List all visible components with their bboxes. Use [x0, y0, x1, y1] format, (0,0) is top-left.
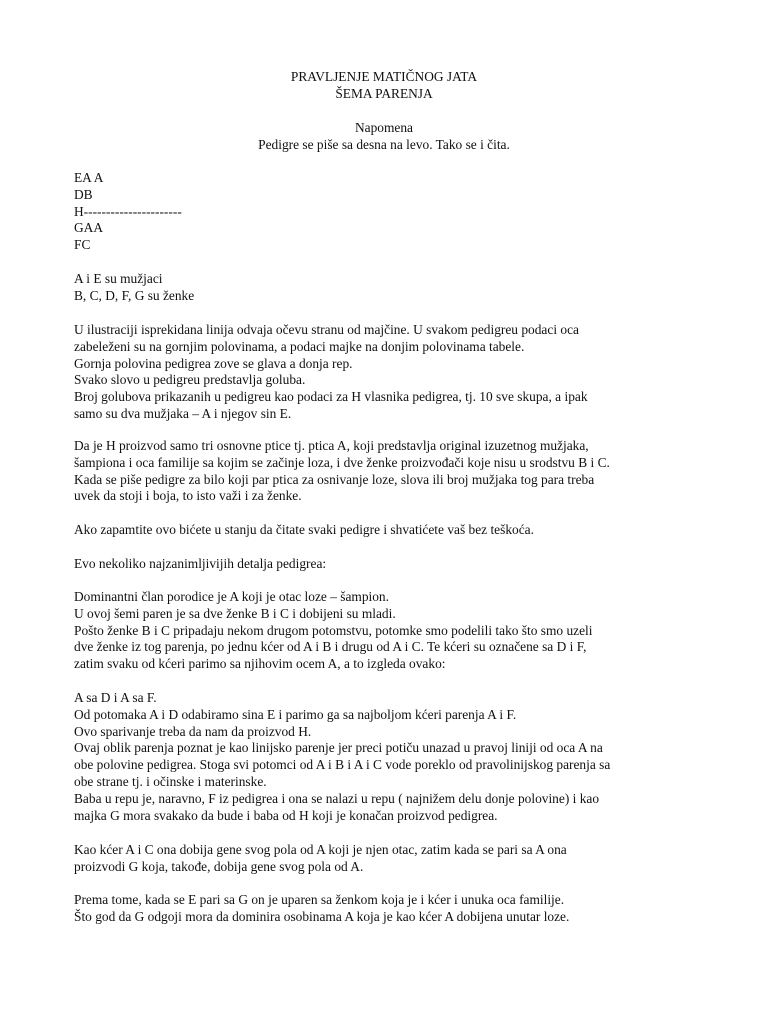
paragraph-line: A sa D i A sa F. — [74, 690, 157, 705]
paragraph-line: majka G mora svakako da bude i baba od H koji je konačan proizvod pedigrea. — [74, 807, 498, 823]
paragraph-line: Gornja polovina pedigrea zove se glava a donja rep. — [74, 355, 353, 371]
pedigree-line: DB — [74, 186, 93, 202]
pedigree-line: GAA — [74, 220, 104, 236]
paragraph-line: U ilustraciji isprekidana linija odvaja očevu stranu od majčine. U svakom pedigreu podaci oca — [74, 322, 579, 337]
page-subtitle: ŠEMA PARENJA — [335, 86, 433, 101]
paragraph-line: Baba u repu je, naravno, F iz pedigrea i ona se nalazi u repu ( najnižem delu donje polovine) i kao — [74, 790, 600, 806]
paragraph-line: proizvodi G koja, takođe, dobija gene svog pola od A. — [74, 858, 364, 874]
paragraph-line: Od potomaka A i D odabiramo sina E i parimo ga sa najboljom kćeri parenja A i F. — [74, 706, 517, 722]
paragraph-line: zatim svaku od kćeri parimo sa njihovim ocem A, a to izgleda ovako: — [74, 656, 446, 672]
paragraph-line: Ako zapamtite ovo bićete u stanju da čitate svaki pedigre i shvatićete vaš bez teškoća. — [74, 522, 534, 537]
paragraph-line: U ovoj šemi paren je sa dve ženke B i C i dobijeni su mladi. — [74, 605, 396, 621]
paragraph-line: Dominantni član porodice je A koji je otac loze – šampion. — [74, 589, 389, 604]
sex-line: B, C, D, F, G su ženke — [74, 287, 195, 303]
paragraph-line: dve ženke iz tog parenja, po jednu kćer od A i B i drugu od A i C. Te kćeri su označene sa D i F, — [74, 639, 587, 655]
paragraph-line: uvek da stoji i boja, to isto važi i za ženke. — [74, 488, 302, 504]
paragraph-line: šampiona i oca familije sa kojim se začinje loza, i dve ženke proizvođači koje nisu u srodstvu B i C. — [74, 454, 610, 470]
pedigree-line: EA A — [74, 170, 104, 185]
paragraph-line: Ovaj oblik parenja poznat je kao linijsko parenje jer preci potiču unazad u pravoj liniji od oca A na — [74, 740, 603, 756]
paragraph-line: Što god da G odgoji mora da dominira osobinama A koja je kao kćer A dobijena unutar loze. — [74, 908, 570, 924]
note-text: Pedigre se piše sa desna na levo. Tako se i čita. — [258, 137, 510, 152]
paragraph-line: Ovo sparivanje treba da nam da proizvod H. — [74, 723, 312, 739]
paragraph-line: Evo nekoliko najzanimljivijih detalja pedigrea: — [74, 556, 327, 571]
paragraph-line: Broj golubova prikazanih u pedigreu kao podaci za H vlasnika pedigrea, tj. 10 sve skupa, a ipak — [74, 389, 588, 405]
paragraph-line: obe strane tj. i očinske i materinske. — [74, 774, 267, 789]
paragraph-line: samo su dva mužjaka – A i njegov sin E. — [74, 406, 292, 421]
paragraph-line: Da je H proizvod samo tri osnovne ptice tj. ptica A, koji predstavlja original izuzetnog mužjaka, — [74, 438, 589, 453]
pedigree-line: FC — [74, 237, 91, 253]
paragraph-line: obe polovine pedigrea. Stoga svi potomci od A i B i A i C vode poreklo od pravolinijskog parenja sa — [74, 757, 611, 773]
note-heading: Napomena — [354, 120, 413, 135]
paragraph-line: Kao kćer A i C ona dobija gene svog pola od A koji je njen otac, zatim kada se pari sa A ona — [74, 842, 567, 857]
paragraph-line: Svako slovo u pedigreu predstavlja goluba. — [74, 372, 306, 388]
paragraph-line: Prema tome, kada se E pari sa G on je uparen sa ženkom koja je i kćer i unuka oca familije. — [74, 892, 565, 907]
sex-line: A i E su mužjaci — [74, 271, 163, 286]
pedigree-line: H---------------------- — [74, 203, 182, 219]
page-title: PRAVLJENJE MATIČNOG JATA — [290, 69, 478, 84]
paragraph-line: Kada se piše pedigre za bilo koji par ptica za osnivanje loze, slova ili broj mužjaka tog para treba — [74, 471, 595, 487]
paragraph-line: Pošto ženke B i C pripadaju nekom drugom potomstvu, potomke smo podelili tako što smo uzeli — [74, 622, 593, 638]
paragraph-line: zabeleženi su na gornjim polovinama, a podaci majke na donjim polovinama tabele. — [74, 338, 525, 354]
